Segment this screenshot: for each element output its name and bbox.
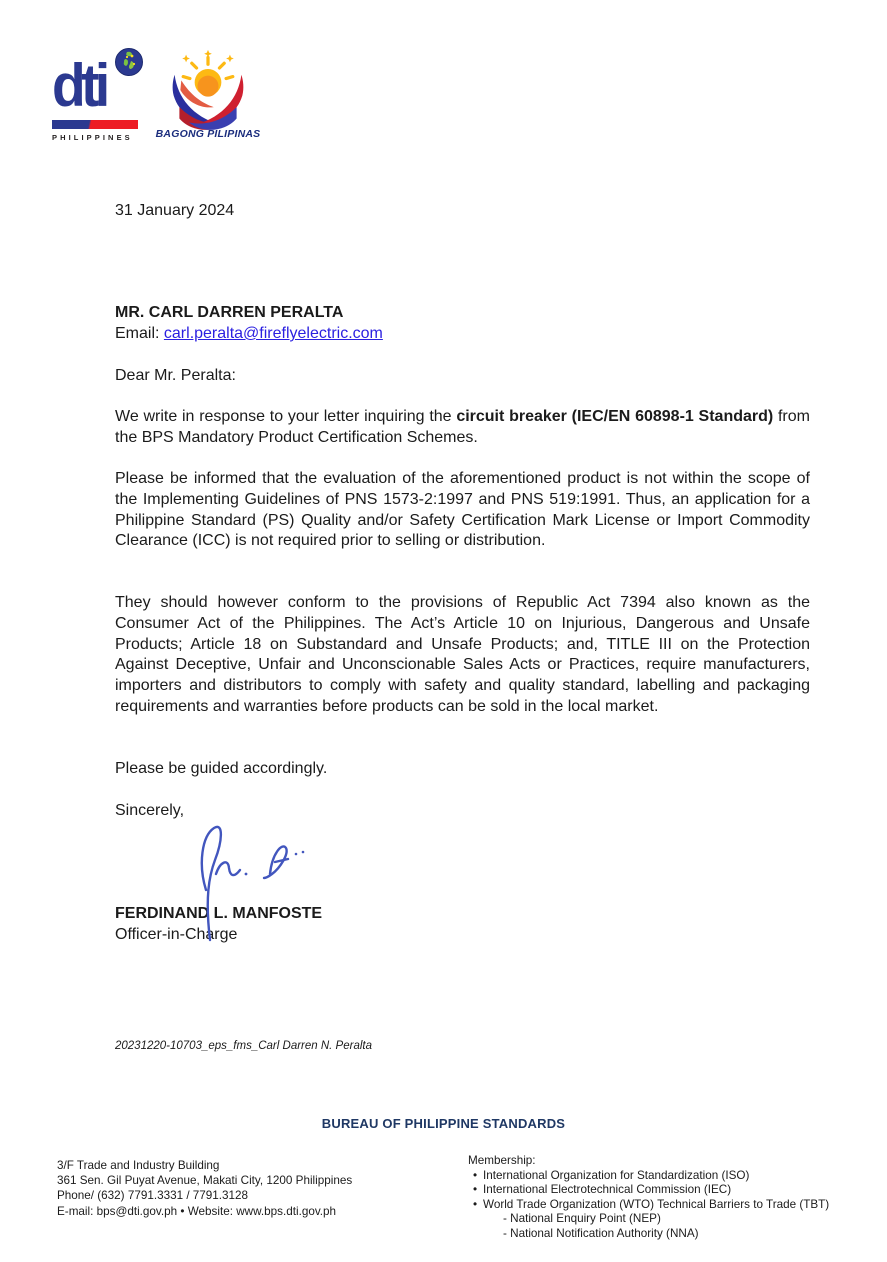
dti-country-label: PHILIPPINES xyxy=(52,133,133,142)
bureau-title: BUREAU OF PHILIPPINE STANDARDS xyxy=(321,1116,566,1131)
bagong-pilipinas-label: BAGONG PILIPINAS xyxy=(155,128,261,140)
signatory-name: FERDINAND L. MANFOSTE xyxy=(115,905,323,922)
footer-address-line: E-mail: bps@dti.gov.ph • Website: www.bps.dti.gov.ph xyxy=(57,1204,337,1218)
membership-item xyxy=(468,1183,829,1198)
bagong-pilipinas-logo xyxy=(155,48,261,145)
closing-note: Please be guided accordingly. xyxy=(115,760,328,777)
recipient-email-line xyxy=(115,324,383,345)
membership-item-text: World Trade Organization (WTO) Technical Barriers to Trade (TBT) xyxy=(483,1197,830,1211)
paragraph-1-text: We write in response to your letter inquiring the xyxy=(115,408,457,425)
salutation: Dear Mr. Peralta: xyxy=(115,367,236,384)
membership-item xyxy=(468,1169,829,1184)
recipient-email-link[interactable]: carl.peralta@fireflyelectric.com xyxy=(163,325,383,342)
dti-logo xyxy=(52,48,144,145)
membership-subitem: - National Notification Authority (NNA) xyxy=(503,1226,699,1240)
paragraph-1 xyxy=(115,407,810,449)
paragraph-2: Please be informed that the evaluation of the aforementioned product is not within the scope of the Implementing Guidelines of PNS 1573-2:1997 and PNS 519:1991. Thus, an application for a Philippine Standard (PS) Quality and/or Safety Certification Mark License or Import Commodity Clearance (ICC) is not required prior to selling or distribution. xyxy=(115,470,810,550)
dti-wordmark: dti xyxy=(52,52,106,119)
bullet-icon: • xyxy=(473,1168,478,1182)
paragraph-1-bold-text: circuit breaker (IEC/EN 60898-1 Standard) xyxy=(456,408,774,425)
dti-globe-icon xyxy=(115,48,143,76)
recipient-name: MR. CARL DARREN PERALTA xyxy=(115,304,344,321)
membership-item xyxy=(468,1198,829,1213)
header-logos xyxy=(52,48,261,145)
valediction: Sincerely, xyxy=(115,802,185,819)
reference-line: 20231220-10703_eps_fms_Carl Darren N. Peralta xyxy=(115,1040,372,1052)
membership-label: Membership: xyxy=(468,1154,536,1167)
footer-membership xyxy=(468,1154,829,1242)
membership-item-text: International Organization for Standardization (ISO) xyxy=(483,1168,750,1182)
footer-address-line: 361 Sen. Gil Puyat Avenue, Makati City, 1200 Philippines xyxy=(57,1174,353,1188)
dti-flag-bar xyxy=(52,120,138,129)
bagong-pilipinas-emblem-icon xyxy=(158,48,258,130)
paragraph-3: They should however conform to the provisions of Republic Act 7394 also known as the Consumer Act of the Philippines. The Act’s Article 10 on Injurious, Dangerous and Unsafe Products; Article 18 on Substandard and Unsafe Products; and, TITLE III on the Protection Against Deceptive, Unfair and Unconscionable Sales Acts or Practices, require manufacturers, importers and distributors to comply with safety and quality standard, labelling and packaging requirements and warranties before products can be sold in the local market. xyxy=(115,594,810,715)
paragraph-1-text-end: from the BPS Mandatory Product Certification Schemes. xyxy=(115,408,810,446)
signatory-title: Officer-in-Charge xyxy=(115,926,238,943)
letter-date: 31 January 2024 xyxy=(115,202,235,219)
bullet-icon: • xyxy=(473,1197,478,1211)
footer-address xyxy=(57,1158,352,1219)
footer-address-line: 3/F Trade and Industry Building xyxy=(57,1159,220,1172)
membership-item-text: International Electrotechnical Commission (IEC) xyxy=(483,1183,732,1197)
membership-subitem: - National Enquiry Point (NEP) xyxy=(503,1212,661,1226)
footer-address-line: Phone/ (632) 7791.3331 / 7791.3128 xyxy=(57,1189,249,1203)
bullet-icon: • xyxy=(473,1183,478,1197)
email-label: Email: xyxy=(115,325,164,342)
